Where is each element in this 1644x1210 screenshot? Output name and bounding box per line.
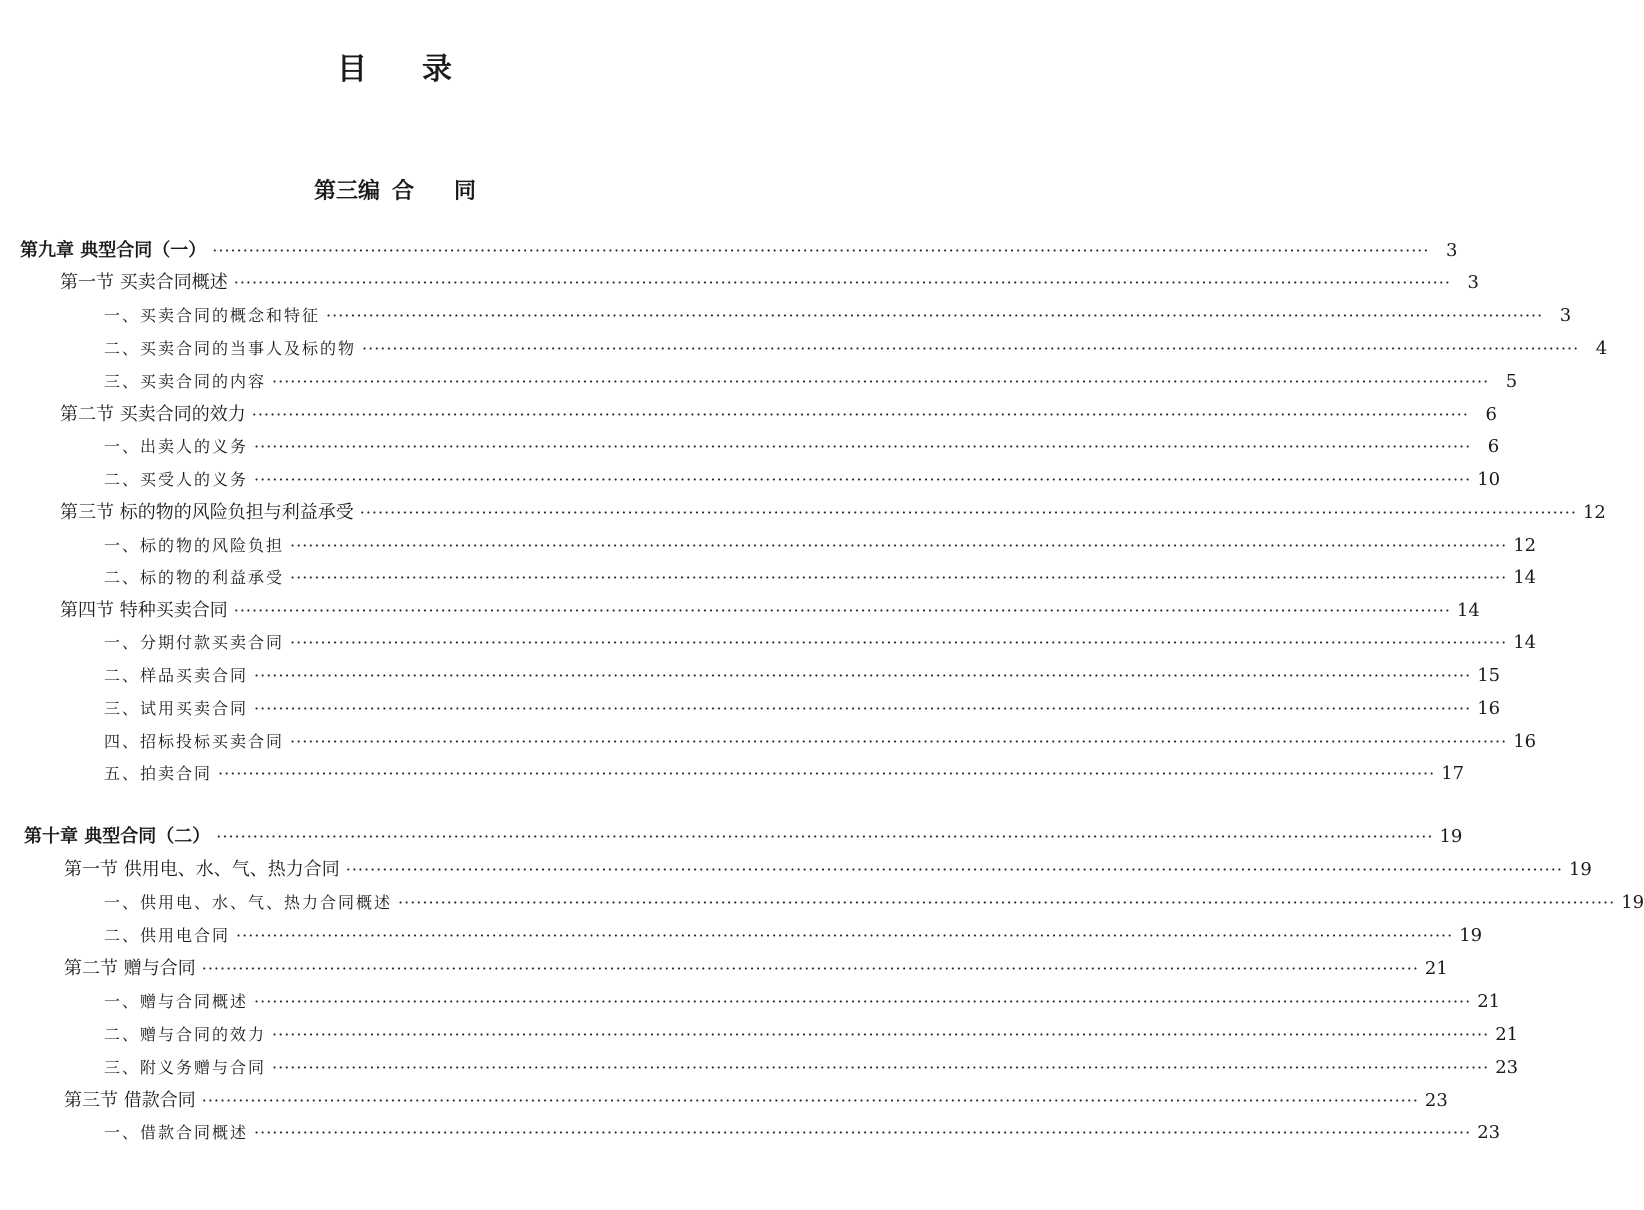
toc-entry-item[interactable] bbox=[104, 1118, 1501, 1148]
toc-label: 三、附义务赠与合同 bbox=[104, 1058, 267, 1077]
toc-page-number: 12 bbox=[1582, 502, 1606, 523]
toc-leader-dots: ········································································································································································································ bbox=[216, 827, 1434, 846]
toc-label: 二、标的物的利益承受 bbox=[104, 568, 285, 587]
toc-entry-item[interactable] bbox=[104, 1053, 1519, 1083]
toc-leader-dots: ········································································································································································································ bbox=[254, 470, 1472, 489]
toc-entry-section[interactable] bbox=[60, 268, 1479, 298]
toc-label: 第二节 买卖合同的效力 bbox=[60, 404, 246, 425]
toc-entry-item[interactable] bbox=[104, 563, 1537, 593]
toc-leader-dots: ········································································································································································································ bbox=[236, 926, 1454, 945]
toc-page-number: 19 bbox=[1459, 925, 1483, 946]
toc-page-number: 17 bbox=[1441, 763, 1465, 784]
toc-leader-dots: ········································································································································································································ bbox=[233, 601, 1451, 620]
toc-page-number: 16 bbox=[1477, 698, 1501, 719]
toc-entry-section[interactable] bbox=[60, 498, 1606, 528]
toc-label: 第九章 典型合同（一） bbox=[20, 240, 207, 261]
toc-leader-dots: ········································································································································································································ bbox=[272, 1025, 1490, 1044]
toc-entry-item[interactable] bbox=[104, 661, 1501, 691]
toc-label: 第十章 典型合同（二） bbox=[24, 826, 211, 847]
toc-page-number: 14 bbox=[1513, 567, 1537, 588]
toc-page-number: 4 bbox=[1595, 338, 1608, 359]
toc-entry-item[interactable] bbox=[104, 301, 1572, 331]
toc-leader-dots: ········································································································································································································ bbox=[254, 666, 1472, 685]
toc-leader-dots: ········································································································································································································ bbox=[272, 1058, 1490, 1077]
toc-entry-item[interactable] bbox=[104, 888, 1644, 918]
toc-label: 三、试用买卖合同 bbox=[104, 699, 249, 718]
toc-entry-item[interactable] bbox=[104, 465, 1501, 495]
toc-label: 一、赠与合同概述 bbox=[104, 992, 249, 1011]
toc-leader-dots: ········································································································································································································ bbox=[290, 536, 1508, 555]
toc-leader-dots: ········································································································································································································ bbox=[212, 241, 1430, 260]
toc-leader-dots: ········································································································································································································ bbox=[290, 732, 1508, 751]
toc-page-number: 19 bbox=[1568, 859, 1592, 880]
toc-page-number: 14 bbox=[1513, 632, 1537, 653]
toc-label: 第三节 标的物的风险负担与利益承受 bbox=[60, 502, 354, 523]
toc-leader-dots: ········································································································································································································ bbox=[254, 992, 1472, 1011]
toc-entry-item[interactable] bbox=[104, 921, 1483, 951]
toc-label: 五、拍卖合同 bbox=[104, 764, 213, 783]
toc-label: 第三节 借款合同 bbox=[64, 1090, 196, 1111]
toc-entry-item[interactable] bbox=[104, 694, 1501, 724]
title-char-1: 目 bbox=[337, 52, 368, 87]
toc-leader-dots: ········································································································································································································ bbox=[398, 893, 1616, 912]
toc-page-number: 14 bbox=[1456, 600, 1480, 621]
toc-page-number: 3 bbox=[1559, 305, 1572, 326]
toc-leader-dots: ········································································································································································································ bbox=[254, 437, 1472, 456]
toc-page-number: 3 bbox=[1467, 272, 1479, 293]
toc-entry-section[interactable] bbox=[64, 855, 1592, 885]
toc-label: 一、借款合同概述 bbox=[104, 1123, 249, 1142]
toc-page-number: 16 bbox=[1513, 731, 1537, 752]
toc-leader-dots: ········································································································································································································ bbox=[251, 405, 1469, 424]
toc-entry-item[interactable] bbox=[104, 367, 1518, 397]
toc-label: 四、招标投标买卖合同 bbox=[104, 732, 285, 751]
toc-page-number: 5 bbox=[1505, 371, 1518, 392]
toc-entry-item[interactable] bbox=[104, 1020, 1519, 1050]
toc-leader-dots: ········································································································································································································ bbox=[272, 372, 1490, 391]
toc-page-number: 10 bbox=[1477, 469, 1501, 490]
toc-page-number: 12 bbox=[1513, 535, 1537, 556]
part-word-1: 合 bbox=[391, 178, 414, 204]
toc-page-number: 19 bbox=[1621, 892, 1644, 913]
toc-leader-dots: ········································································································································································································ bbox=[345, 860, 1563, 879]
toc-label: 第一节 买卖合同概述 bbox=[60, 272, 228, 293]
toc-entry-section[interactable] bbox=[60, 596, 1480, 626]
toc-entry-chapter[interactable] bbox=[20, 236, 1458, 266]
toc-label: 二、样品买卖合同 bbox=[104, 666, 249, 685]
toc-entry-section[interactable] bbox=[64, 954, 1448, 984]
toc-entry-item[interactable] bbox=[104, 759, 1465, 789]
page-title bbox=[0, 44, 790, 88]
toc-leader-dots: ········································································································································································································ bbox=[290, 633, 1508, 652]
toc-leader-dots: ········································································································································································································ bbox=[254, 1123, 1472, 1142]
toc-label: 第一节 供用电、水、气、热力合同 bbox=[64, 859, 340, 880]
toc-label: 第二节 赠与合同 bbox=[64, 958, 196, 979]
toc-label: 一、供用电、水、气、热力合同概述 bbox=[104, 893, 393, 912]
toc-page-number: 19 bbox=[1439, 826, 1463, 847]
toc-entry-item[interactable] bbox=[104, 628, 1537, 658]
toc-page-number: 3 bbox=[1446, 240, 1458, 261]
toc-leader-dots: ········································································································································································································ bbox=[254, 699, 1472, 718]
toc-page-number: 21 bbox=[1477, 991, 1501, 1012]
toc-leader-dots: ········································································································································································································ bbox=[233, 273, 1451, 292]
toc-entry-item[interactable] bbox=[104, 727, 1537, 757]
toc-label: 二、供用电合同 bbox=[104, 926, 231, 945]
toc-page-number: 23 bbox=[1424, 1090, 1448, 1111]
toc-page-number: 21 bbox=[1424, 958, 1448, 979]
toc-label: 二、买卖合同的当事人及标的物 bbox=[104, 339, 357, 358]
toc-page-number: 23 bbox=[1477, 1122, 1501, 1143]
toc-label: 一、出卖人的义务 bbox=[104, 437, 249, 456]
toc-leader-dots: ········································································································································································································ bbox=[362, 339, 1580, 358]
toc-leader-dots: ········································································································································································································ bbox=[359, 503, 1577, 522]
toc-leader-dots: ········································································································································································································ bbox=[201, 959, 1419, 978]
toc-entry-item[interactable] bbox=[104, 531, 1537, 561]
part-heading bbox=[0, 174, 790, 205]
toc-leader-dots: ········································································································································································································ bbox=[290, 568, 1508, 587]
toc-page-number: 15 bbox=[1477, 665, 1501, 686]
toc-page-number: 23 bbox=[1495, 1057, 1519, 1078]
toc-entry-item[interactable] bbox=[104, 987, 1501, 1017]
part-word-2: 同 bbox=[454, 178, 477, 204]
toc-label: 二、赠与合同的效力 bbox=[104, 1025, 267, 1044]
toc-label: 第四节 特种买卖合同 bbox=[60, 600, 228, 621]
part-prefix: 第三编 bbox=[313, 178, 380, 204]
toc-entry-item[interactable] bbox=[104, 334, 1608, 364]
toc-entry-chapter[interactable] bbox=[24, 822, 1463, 852]
toc-label: 一、分期付款买卖合同 bbox=[104, 633, 285, 652]
toc-page-number: 21 bbox=[1495, 1024, 1519, 1045]
toc-page-number: 6 bbox=[1487, 436, 1500, 457]
toc-entry-section[interactable] bbox=[64, 1086, 1448, 1116]
toc-label: 一、买卖合同的概念和特征 bbox=[104, 306, 321, 325]
toc-label: 二、买受人的义务 bbox=[104, 470, 249, 489]
toc-entry-item[interactable] bbox=[104, 432, 1500, 462]
toc-leader-dots: ········································································································································································································ bbox=[201, 1091, 1419, 1110]
toc-leader-dots: ········································································································································································································ bbox=[218, 764, 1436, 783]
toc-label: 三、买卖合同的内容 bbox=[104, 372, 267, 391]
toc-entry-section[interactable] bbox=[60, 400, 1497, 430]
title-char-2: 录 bbox=[422, 52, 453, 87]
toc-label: 一、标的物的风险负担 bbox=[104, 536, 285, 555]
toc-page-number: 6 bbox=[1485, 404, 1497, 425]
toc-leader-dots: ········································································································································································································ bbox=[326, 306, 1544, 325]
